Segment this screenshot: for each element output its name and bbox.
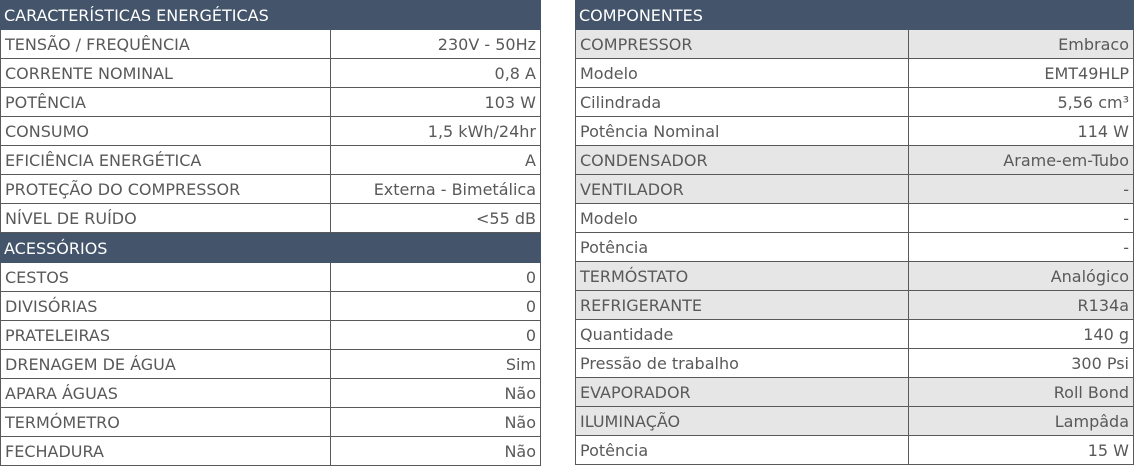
table-row (0, 88, 541, 117)
row-value: Arame-em-Tubo (909, 146, 1134, 174)
row-label: DRENAGEM DE ÁGUA (0, 350, 331, 378)
row-value: Não (331, 437, 541, 465)
components-section-header (575, 0, 1134, 30)
row-label: Potência (575, 436, 909, 464)
table-row (575, 291, 1134, 320)
row-label: FECHADURA (0, 437, 331, 465)
table-row (0, 204, 541, 233)
row-value: EMT49HLP (909, 59, 1134, 87)
table-row (0, 263, 541, 292)
row-value: Roll Bond (909, 378, 1134, 406)
row-label: ILUMINAÇÃO (575, 407, 909, 435)
row-label: CORRENTE NOMINAL (0, 59, 331, 87)
row-value: Analógico (909, 262, 1134, 290)
row-label: Modelo (575, 59, 909, 87)
table-row (575, 378, 1134, 407)
table-row (0, 321, 541, 350)
row-value: 114 W (909, 117, 1134, 145)
row-value: A (331, 146, 541, 174)
row-label: Modelo (575, 204, 909, 232)
table-row (0, 30, 541, 59)
table-row (0, 146, 541, 175)
row-label: EFICIÊNCIA ENERGÉTICA (0, 146, 331, 174)
table-row (575, 59, 1134, 88)
table-row (0, 408, 541, 437)
row-value: - (909, 233, 1134, 261)
row-label: REFRIGERANTE (575, 291, 909, 319)
energy-and-accessories-table (0, 0, 541, 466)
row-value: 5,56 cm³ (909, 88, 1134, 116)
table-row (575, 407, 1134, 436)
row-value: - (909, 204, 1134, 232)
table-row (0, 292, 541, 321)
row-label: NÍVEL DE RUÍDO (0, 204, 331, 232)
table-row (575, 146, 1134, 175)
accessories-section-header (0, 233, 541, 263)
row-value: 1,5 kWh/24hr (331, 117, 541, 145)
row-value: <55 dB (331, 204, 541, 232)
row-label: APARA ÁGUAS (0, 379, 331, 407)
row-label: CONSUMO (0, 117, 331, 145)
row-value: 140 g (909, 320, 1134, 348)
table-row (575, 30, 1134, 59)
row-label: Cilindrada (575, 88, 909, 116)
row-label: CONDENSADOR (575, 146, 909, 174)
row-label: TERMÓSTATO (575, 262, 909, 290)
table-row (575, 233, 1134, 262)
row-value: - (909, 175, 1134, 203)
row-label: PRATELEIRAS (0, 321, 331, 349)
table-row (575, 436, 1134, 465)
row-value: Não (331, 379, 541, 407)
row-label: Quantidade (575, 320, 909, 348)
row-label: POTÊNCIA (0, 88, 331, 116)
energy-section-title: CARACTERÍSTICAS ENERGÉTICAS (4, 6, 269, 25)
row-label: TENSÃO / FREQUÊNCIA (0, 30, 331, 58)
table-row (575, 204, 1134, 233)
table-row (575, 349, 1134, 378)
components-section-title: COMPONENTES (579, 6, 703, 25)
row-label: Potência (575, 233, 909, 261)
row-label: EVAPORADOR (575, 378, 909, 406)
energy-section-header (0, 0, 541, 30)
row-label: COMPRESSOR (575, 30, 909, 58)
table-row (0, 379, 541, 408)
components-table (575, 0, 1134, 465)
table-row (575, 117, 1134, 146)
accessories-section-title: ACESSÓRIOS (4, 239, 108, 258)
row-label: Pressão de trabalho (575, 349, 909, 377)
row-value: Externa - Bimetálica (331, 175, 541, 203)
row-label: PROTEÇÃO DO COMPRESSOR (0, 175, 331, 203)
row-value: 15 W (909, 436, 1134, 464)
row-value: 0,8 A (331, 59, 541, 87)
row-value: Não (331, 408, 541, 436)
row-value: Embraco (909, 30, 1134, 58)
table-row (575, 88, 1134, 117)
row-value: Sim (331, 350, 541, 378)
table-row (575, 320, 1134, 349)
row-label: TERMÓMETRO (0, 408, 331, 436)
table-row (0, 175, 541, 204)
table-row (0, 117, 541, 146)
row-label: DIVISÓRIAS (0, 292, 331, 320)
row-value: 300 Psi (909, 349, 1134, 377)
table-row (575, 262, 1134, 291)
table-row (575, 175, 1134, 204)
row-label: VENTILADOR (575, 175, 909, 203)
row-value: 0 (331, 263, 541, 291)
row-label: CESTOS (0, 263, 331, 291)
row-value: R134a (909, 291, 1134, 319)
row-value: 0 (331, 292, 541, 320)
row-value: Lampâda (909, 407, 1134, 435)
table-row (0, 59, 541, 88)
row-label: Potência Nominal (575, 117, 909, 145)
row-value: 103 W (331, 88, 541, 116)
table-row (0, 437, 541, 466)
row-value: 0 (331, 321, 541, 349)
row-value: 230V - 50Hz (331, 30, 541, 58)
table-row (0, 350, 541, 379)
